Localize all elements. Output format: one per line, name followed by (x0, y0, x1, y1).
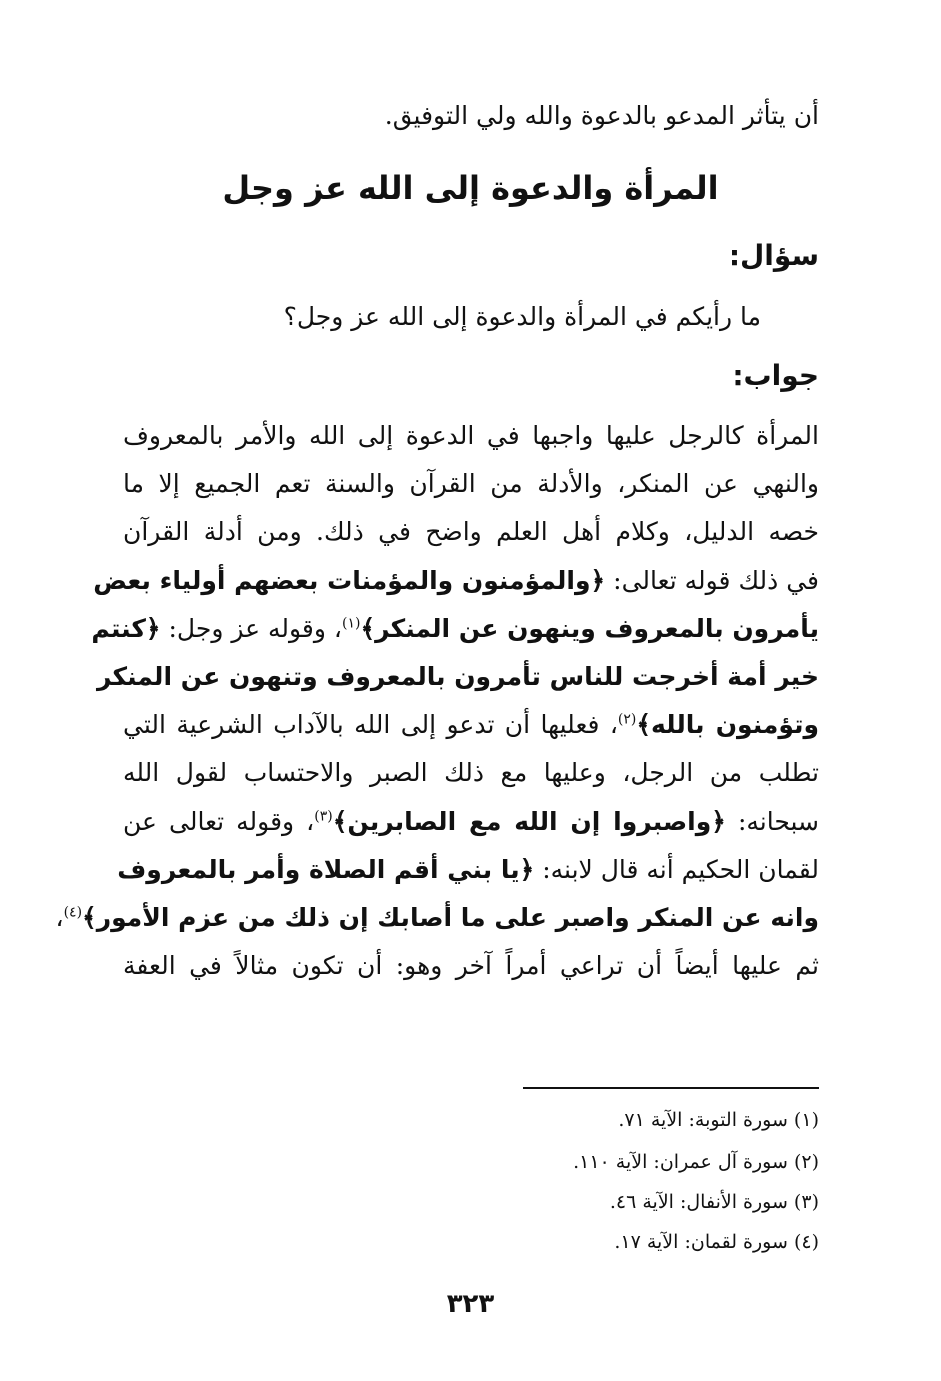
question-label: سؤال: (728, 239, 819, 272)
answer-line (123, 701, 819, 749)
quran-quote: وتؤمنون بالله﴾ (636, 710, 819, 740)
answer-text: خصه الدليل، وكلام أهل العلم واضح في ذلك. ومن أدلة القرآن (123, 517, 819, 547)
answer-text: والنهي عن المنكر، والأدلة من القرآن والسنة تعم الجميع إلا ما (123, 469, 819, 499)
answer-line (123, 942, 819, 990)
answer-text: ، فعليها أن تدعو إلى الله بالآداب الشرعية التي (123, 710, 618, 740)
footnote-item: (٤) سورة لقمان: الآية ١٧. (614, 1231, 819, 1253)
footnote-item: (٢) سورة آل عمران: الآية ١١٠. (573, 1151, 819, 1173)
footnote-ref: (٣) (314, 808, 333, 825)
footnote-ref: (٢) (617, 711, 637, 728)
section-title: المرأة والدعوة إلى الله عز وجل (222, 169, 719, 207)
answer-text: ، (55, 903, 64, 932)
page-number: ٣٢٣ (446, 1289, 495, 1319)
quran-quote: خير أمة أخرجت للناس تأمرون بالمعروف وتنهون عن المنكر (97, 662, 819, 691)
answer-line (91, 605, 819, 653)
quran-quote: ﴿والمؤمنون والمؤمنات بعضهم أولياء بعض (93, 565, 606, 595)
answer-text: ، وقوله تعالى عن (123, 806, 315, 836)
answer-line (123, 508, 819, 556)
quran-quote: ﴿كنتم (91, 613, 161, 643)
answer-line (117, 846, 819, 894)
answer-line (93, 557, 819, 605)
question-text: ما رأيكم في المرأة والدعوة إلى الله عز وجل؟ (283, 302, 761, 331)
answer-line (97, 653, 819, 701)
answer-text: تطلب من الرجل، وعليها مع ذلك الصبر والاحتساب لقول الله (123, 758, 819, 788)
answer-line (55, 894, 819, 942)
answer-line (123, 798, 819, 846)
answer-line (123, 412, 819, 460)
footnote-item: (١) سورة التوبة: الآية ٧١. (618, 1109, 819, 1131)
answer-text: ثم عليها أيضاً أن تراعي أمراً آخر وهو: أن تكون مثالاً في العفة (123, 951, 819, 981)
footnote-item: (٣) سورة الأنفال: الآية ٤٦. (609, 1191, 819, 1213)
footnote-ref: (١) (341, 615, 361, 632)
answer-text: لقمان الحكيم أنه قال لابنه: (534, 854, 819, 884)
answer-line (123, 749, 819, 797)
quran-quote: وانه عن المنكر واصبر على ما أصابك إن ذلك من عزم الأمور﴾ (82, 903, 819, 932)
quran-quote: يأمرون بالمعروف وينهون عن المنكر﴾ (360, 613, 819, 643)
answer-label: جواب: (732, 359, 819, 392)
intro-line: أن يتأثر المدعو بالدعوة والله ولي التوفيق. (384, 101, 819, 130)
answer-line (123, 460, 819, 508)
footnote-divider (523, 1087, 819, 1089)
quran-quote: ﴿واصبروا إن الله مع الصابرين﴾ (332, 806, 726, 836)
quran-quote: ﴿يا بني أقم الصلاة وأمر بالمعروف (117, 854, 535, 884)
answer-text: سبحانه: (725, 806, 819, 836)
answer-text: المرأة كالرجل عليها واجبها في الدعوة إلى الله والأمر بالمعروف (123, 421, 819, 450)
answer-text: في ذلك قوله تعالى: (605, 565, 819, 595)
footnote-ref: (٤) (63, 904, 83, 921)
answer-text: ، وقوله عز وجل: (160, 613, 342, 643)
